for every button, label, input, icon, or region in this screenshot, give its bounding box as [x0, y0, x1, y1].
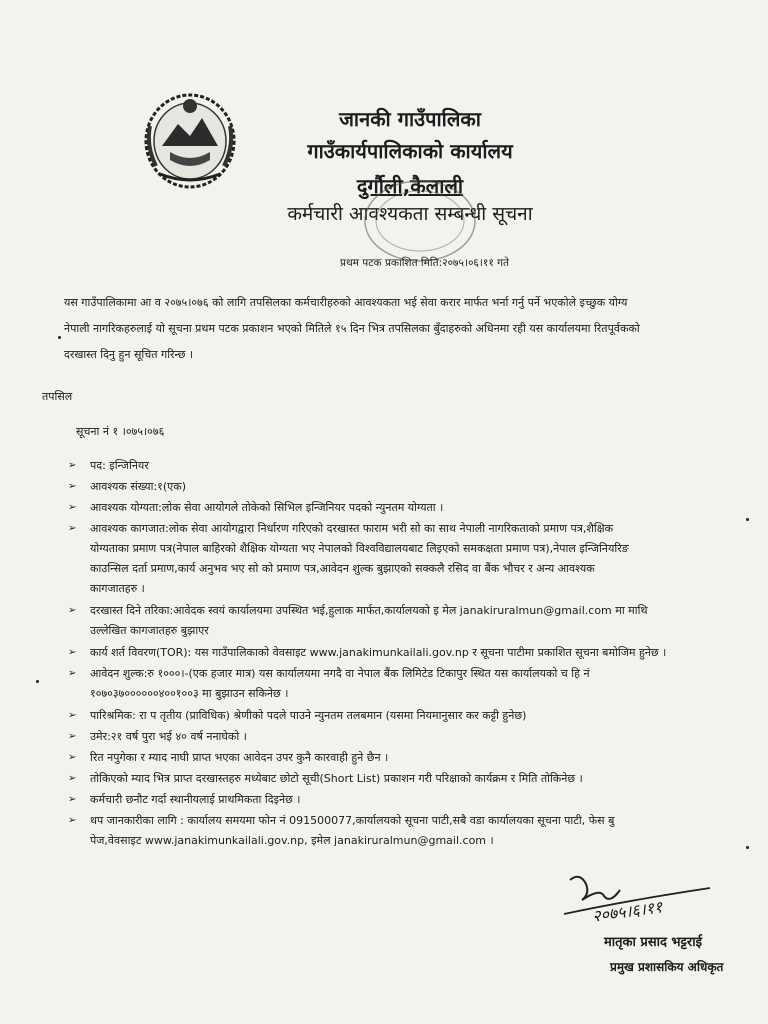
requirement-line: कार्य शर्त विवरण(TOR): यस गाउँपालिकाको वेवसाइट www.janakimunkailali.gov.np र सूचना पाटीमा प्रकाशित सूचना बमोजिम हुनेछ ।: [90, 646, 667, 659]
requirement-line: योग्यताका प्रमाण पत्र(नेपाल बाहिरको शैक्षिक योग्यता भए नेपालको विश्वविद्यालयबाट लिइएको समकक्षता प्रमाण पत्र),नेपाल इन्जिनियरिङ: [90, 542, 629, 555]
requirement-item: [66, 601, 756, 641]
arrow-bullet-icon: ➢: [68, 752, 77, 763]
scan-speck: [36, 680, 39, 683]
requirement-line: आवश्यक योग्यता:लोक सेवा आयोगले तोकेको सिभिल इन्जिनियर पदको न्युनतम योग्यता ।: [90, 501, 444, 514]
arrow-bullet-icon: ➢: [68, 647, 77, 658]
requirement-item: [66, 811, 756, 851]
requirement-item: [66, 519, 756, 599]
requirement-line: १०७०३७००००००४००१००३ मा बुझाउन सकिनेछ ।: [90, 687, 289, 700]
arrow-bullet-icon: ➢: [68, 481, 77, 492]
requirement-line: तोकिएको म्याद भित्र प्राप्त दरखास्तहरु मध्येबाट छोटो सूची(Short List) प्रकाशन गरी परिक्षाको कार्यक्रम र मिति तोकिनेछ ।: [90, 772, 583, 785]
arrow-bullet-icon: ➢: [68, 668, 77, 679]
requirement-item: [66, 643, 756, 662]
intro-line: यस गाउँपालिकामा आ व २०७५।०७६ को लागि तपसिलका कर्मचारीहरुको आवश्यकता भई सेवा करार मार्फत भर्ना गर्नु पर्ने भएकोले इच्छुक योग्य: [64, 296, 628, 309]
office-stamp-icon: [360, 176, 480, 266]
requirement-line: थप जानकारीका लागि : कार्यालय समयमा फोन नं 091500077,कार्यालयको सूचना पाटी,सबै वडा कार्यालयका सूचना पाटी, फेस बु: [90, 814, 615, 827]
signature-date: २०७५।६।११: [591, 897, 664, 926]
requirement-line: पद: इन्जिनियर: [90, 459, 149, 472]
requirement-line: कागजातहरु ।: [90, 582, 145, 595]
requirement-line: आवश्यक संख्या:१(एक): [90, 480, 186, 493]
requirement-item: [66, 477, 756, 496]
arrow-bullet-icon: ➢: [68, 794, 77, 805]
arrow-bullet-icon: ➢: [68, 731, 77, 742]
requirement-item: [66, 769, 756, 788]
requirement-line: काउन्सिल दर्ता प्रमाण,कार्य अनुभव भए सो को प्रमाण पत्र,आवेदन शुल्क बुझाएको सक्कलै रसिद वा बैंक भौचर र अन्य आवश्यक: [90, 562, 595, 575]
municipality-name: जानकी गाउँपालिका: [339, 107, 481, 131]
intro-line: नेपाली नागरिकहरुलाई यो सूचना प्रथम पटक प्रकाशन भएको मितिले १५ दिन भित्र तपसिलका बुँदाहरुको अधिनमा रही यस कार्यालयमा रितपूर्वकको: [64, 322, 640, 335]
office-name: गाउँकार्यपालिकाको कार्यालय: [307, 139, 513, 163]
requirement-item: [66, 706, 756, 725]
requirement-list: [66, 456, 756, 853]
arrow-bullet-icon: ➢: [68, 815, 77, 826]
notice-title: कर्मचारी आवश्यकता सम्बन्धी सूचना: [287, 203, 533, 225]
arrow-bullet-icon: ➢: [68, 460, 77, 471]
schedule-label: तपसिल: [42, 390, 73, 403]
signatory-name: मातृका प्रसाद भट्टराई: [604, 935, 702, 950]
requirement-line: उमेर:२१ वर्ष पुरा भई ४० वर्ष ननाघेको ।: [90, 730, 247, 743]
scan-speck: [746, 846, 749, 849]
office-address: दुर्गौली,कैलाली: [356, 174, 464, 198]
nepal-emblem-icon: [140, 86, 240, 191]
signatory-title: प्रमुख प्रशासकिय अधिकृत: [610, 960, 724, 974]
publish-date: प्रथम पटक प्रकाशित मिति:२०७५।०६।११ गते: [340, 257, 510, 269]
requirement-item: [66, 748, 756, 767]
arrow-bullet-icon: ➢: [68, 523, 77, 534]
requirement-item: [66, 456, 756, 475]
scan-speck: [746, 518, 749, 521]
requirement-line: पारिश्रमिक: रा प तृतीय (प्राविधिक) श्रेणीको पदले पाउने न्युनतम तलबमान (यसमा नियमानुसार कर कट्टी हुनेछ): [90, 709, 527, 722]
requirement-item: [66, 664, 756, 704]
requirement-line: रित नपुगेका र म्याद नाघी प्राप्त भएका आवेदन उपर कुनै कारवाही हुने छैन ।: [90, 751, 389, 764]
requirement-item: [66, 498, 756, 517]
requirement-item: [66, 727, 756, 746]
scan-speck: [58, 336, 61, 339]
arrow-bullet-icon: ➢: [68, 502, 77, 513]
arrow-bullet-icon: ➢: [68, 605, 77, 616]
intro-paragraph: [64, 290, 754, 368]
requirement-item: [66, 790, 756, 809]
requirement-line: आवेदन शुल्क:रु १०००।-(एक हजार मात्र) यस कार्यालयमा नगदै वा नेपाल बैंक लिमिटेड टिकापुर स्थित यस कार्यालयको च हि नं: [90, 667, 590, 680]
arrow-bullet-icon: ➢: [68, 710, 77, 721]
requirement-line: दरखास्त दिने तरिका:आवेदक स्वयं कार्यालयमा उपस्थित भई,हुलाक मार्फत,कार्यालयको इ मेल janakiruralmun@gmail.com मा माथि: [90, 604, 648, 617]
notice-number: सूचना नं १ ।०७५।०७६: [76, 425, 165, 438]
intro-line: दरखास्त दिनु हुन सूचित गरिन्छ ।: [64, 348, 194, 361]
requirement-line: आवश्यक कागजात:लोक सेवा आयोगद्वारा निर्धारण गरिएको दरखास्त फाराम भरी सो का साथ नेपाली नागरिकताको प्रमाण पत्र,शैक्षिक: [90, 522, 614, 535]
arrow-bullet-icon: ➢: [68, 773, 77, 784]
requirement-line: कर्मचारी छनौट गर्दा स्थानीयलाई प्राथमिकता दिइनेछ ।: [90, 793, 301, 806]
requirement-line: उल्लेखित कागजातहरु बुझाएर: [90, 624, 209, 637]
requirement-line: पेज,वेवसाइट www.janakimunkailali.gov.np, इमेल janakiruralmun@gmail.com ।: [90, 834, 494, 847]
